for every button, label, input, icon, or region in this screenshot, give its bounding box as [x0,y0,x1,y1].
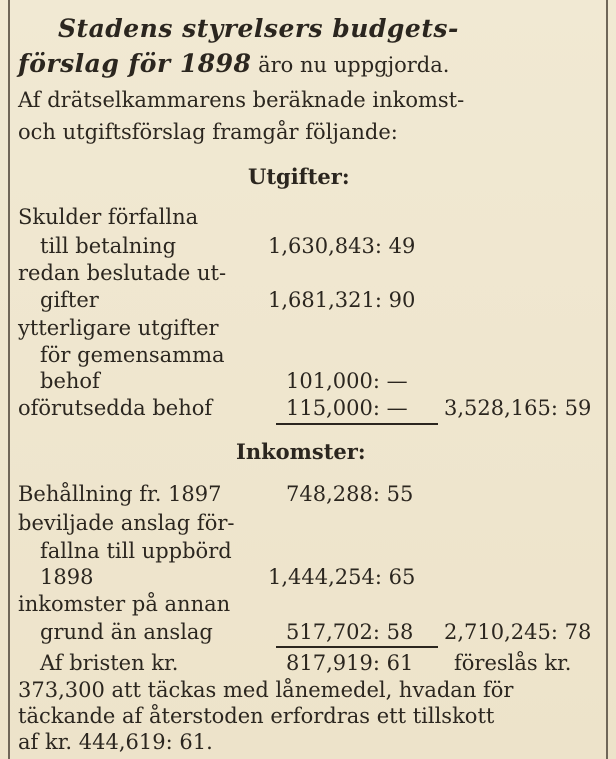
closing-line-3: täckande af återstoden erfordras ett tillskott [18,704,495,728]
inkomster-total: 2,710,245: 78 [444,620,592,644]
utgifter-row-3-label-1: ytterligare utgifter [18,316,219,340]
closing-line-1-mid: 817,919: 61 [286,651,414,675]
utgifter-row-4-amount: 115,000: — [286,396,408,420]
intro-line-4-text: och utgiftsförslag framgår följande: [18,120,398,144]
inkomster-row-2-label-1: beviljade anslag för- [18,511,235,535]
left-column-rule [8,0,10,759]
inkomster-row-3-label-1: inkomster på annan [18,592,231,616]
utgifter-row-4-label-1: oförutsedda behof [18,396,213,420]
closing-line-1-left: Af bristen kr. [40,651,179,675]
inkomster-row-2-label-3: 1898 [40,565,94,589]
intro-line-1 [58,14,459,44]
closing-line-1-right: föreslås kr. [454,651,572,675]
utgifter-total: 3,528,165: 59 [444,396,592,420]
utgifter-heading: Utgifter: [248,164,350,189]
inkomster-row-1-label-1: Behållning fr. 1897 [18,482,222,506]
intro-line-2-normal: äro nu uppgjorda. [251,53,450,77]
inkomster-row-3-amount: 517,702: 58 [286,620,414,644]
utgifter-row-3-amount: 101,000: — [286,369,408,393]
utgifter-row-1-amount: 1,630,843: 49 [268,234,416,258]
inkomster-heading: Inkomster: [236,439,366,464]
utgifter-row-2-label-1: redan beslutade ut- [18,261,227,285]
right-column-rule [606,0,608,759]
intro-line-3 [18,85,464,115]
intro-line-4 [18,117,398,147]
inkomster-row-3-label-2: grund än anslag [40,620,213,644]
utgifter-sum-rule [276,423,438,425]
intro-line-3-text: Af drätselkammarens beräknade inkomst- [18,88,465,112]
intro-line-1-text: Stadens styrelsers budgets- [58,14,459,43]
intro-line-2-bold: förslag för 1898 [18,49,252,78]
closing-line-2: 373,300 att täckas med lånemedel, hvadan för [18,678,514,702]
closing-line-4: af kr. 444,619: 61. [18,730,213,754]
utgifter-row-2-amount: 1,681,321: 90 [268,288,416,312]
utgifter-row-1-label-1: Skulder förfallna [18,205,199,229]
utgifter-row-2-label-2: gifter [40,288,99,312]
utgifter-row-3-label-2: för gemensamma [40,343,225,367]
inkomster-row-2-label-2: fallna till uppbörd [40,539,232,563]
inkomster-row-1-amount: 748,288: 55 [286,482,414,506]
utgifter-row-3-label-3: behof [40,369,100,393]
intro-line-2 [18,49,449,79]
inkomster-row-2-amount: 1,444,254: 65 [268,565,416,589]
utgifter-row-1-label-2: till betalning [40,234,177,258]
